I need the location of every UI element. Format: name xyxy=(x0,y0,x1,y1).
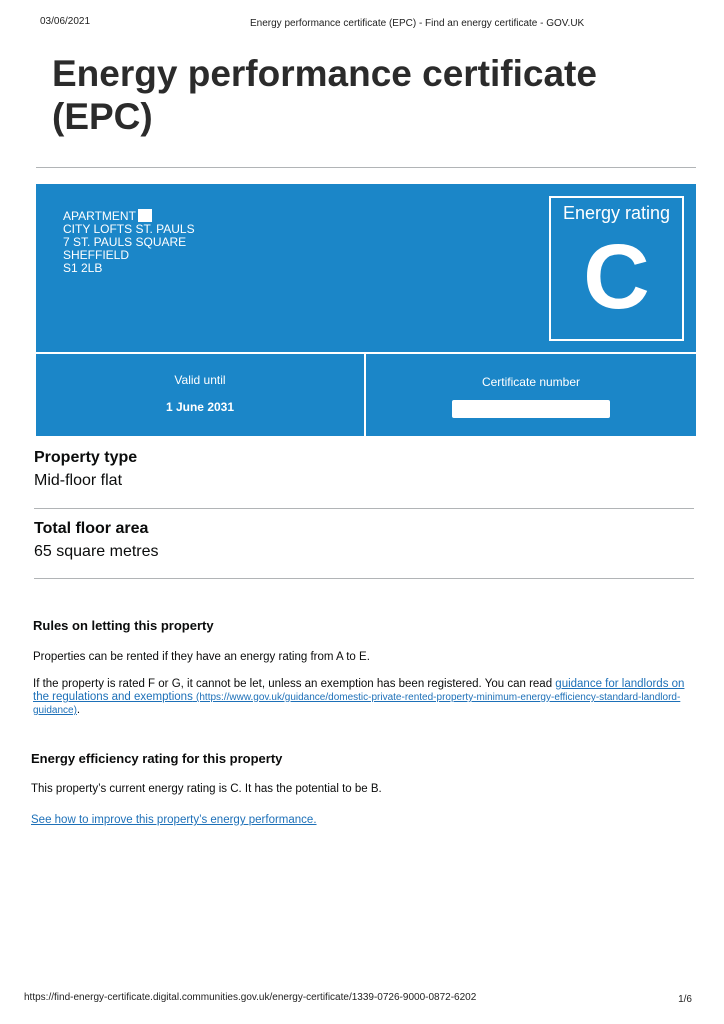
page-title: Energy performance certificate (EPC) xyxy=(52,53,597,137)
print-header xyxy=(40,16,684,30)
valid-until-label: Valid until xyxy=(174,373,226,387)
property-address xyxy=(63,209,195,275)
title-divider xyxy=(36,167,696,168)
property-type-heading: Property type xyxy=(34,449,138,466)
address-line-2: CITY LOFTS ST. PAULS xyxy=(63,222,195,236)
address-line-4: SHEFFIELD xyxy=(63,248,130,262)
property-type-value: Mid-floor flat xyxy=(34,472,123,489)
energy-rating-letter: C xyxy=(583,226,650,328)
energy-rating-box xyxy=(549,196,684,341)
certificate-number-label: Certificate number xyxy=(481,375,581,389)
print-page-number: 1/6 xyxy=(678,994,692,1005)
floor-area-divider xyxy=(34,578,694,579)
address-line-3: 7 ST. PAULS SQUARE xyxy=(63,235,187,249)
print-footer-url: https://find-energy-certificate.digital.communities.gov.uk/energy-certificate/1339-0726-9000-0872-6202 xyxy=(24,992,477,1003)
certificate-number-redaction xyxy=(452,400,610,418)
letting-rules-paragraph-2: If the property is rated F or G, it cannot be let, unless an exemption has been registered. You can read guidance for landlords on the regulations and exemptions (https://www.gov.uk/guidance/domestic-private-rented-property-minimum-energy-efficiency-standard-landlord-guidance). xyxy=(33,678,685,716)
improve-link-container xyxy=(31,814,317,827)
efficiency-paragraph: This property’s current energy rating is C. It has the potential to be B. xyxy=(31,783,382,795)
floor-area-value: 65 square metres xyxy=(34,543,159,560)
valid-until-value: 1 June 2031 xyxy=(165,400,235,414)
floor-area-heading: Total floor area xyxy=(34,520,149,537)
letting-rules-heading: Rules on letting this property xyxy=(33,618,214,633)
letting-rules-paragraph-1: Properties can be rented if they have an energy rating from A to E. xyxy=(33,651,370,663)
print-date: 03/06/2021 xyxy=(40,16,91,27)
letting-rules-text: If the property is rated F or G, it cannot be let, unless an exemption has been registered. You can read xyxy=(33,678,556,690)
efficiency-heading: Energy efficiency rating for this property xyxy=(31,751,283,766)
panel-divider-vertical xyxy=(364,352,366,436)
energy-rating-label: Energy rating xyxy=(562,203,671,223)
address-line-1: APARTMENT xyxy=(63,209,195,223)
certificate-summary-panel xyxy=(36,184,696,436)
redaction-mark xyxy=(138,209,152,222)
panel-divider-horizontal xyxy=(36,352,696,354)
property-type-divider xyxy=(34,508,694,509)
improve-performance-link[interactable]: See how to improve this property’s energy performance. xyxy=(31,814,317,826)
address-line-5: S1 2LB xyxy=(63,261,103,275)
print-page-title: Energy performance certificate (EPC) - Find an energy certificate - GOV.UK xyxy=(250,18,585,29)
landlord-guidance-link[interactable]: guidance for landlords on the regulations and exemptions (https://www.gov.uk/guidance/domestic-private-rented-property-minimum-energy-efficiency-standard-landlord-guidance) xyxy=(33,678,685,716)
